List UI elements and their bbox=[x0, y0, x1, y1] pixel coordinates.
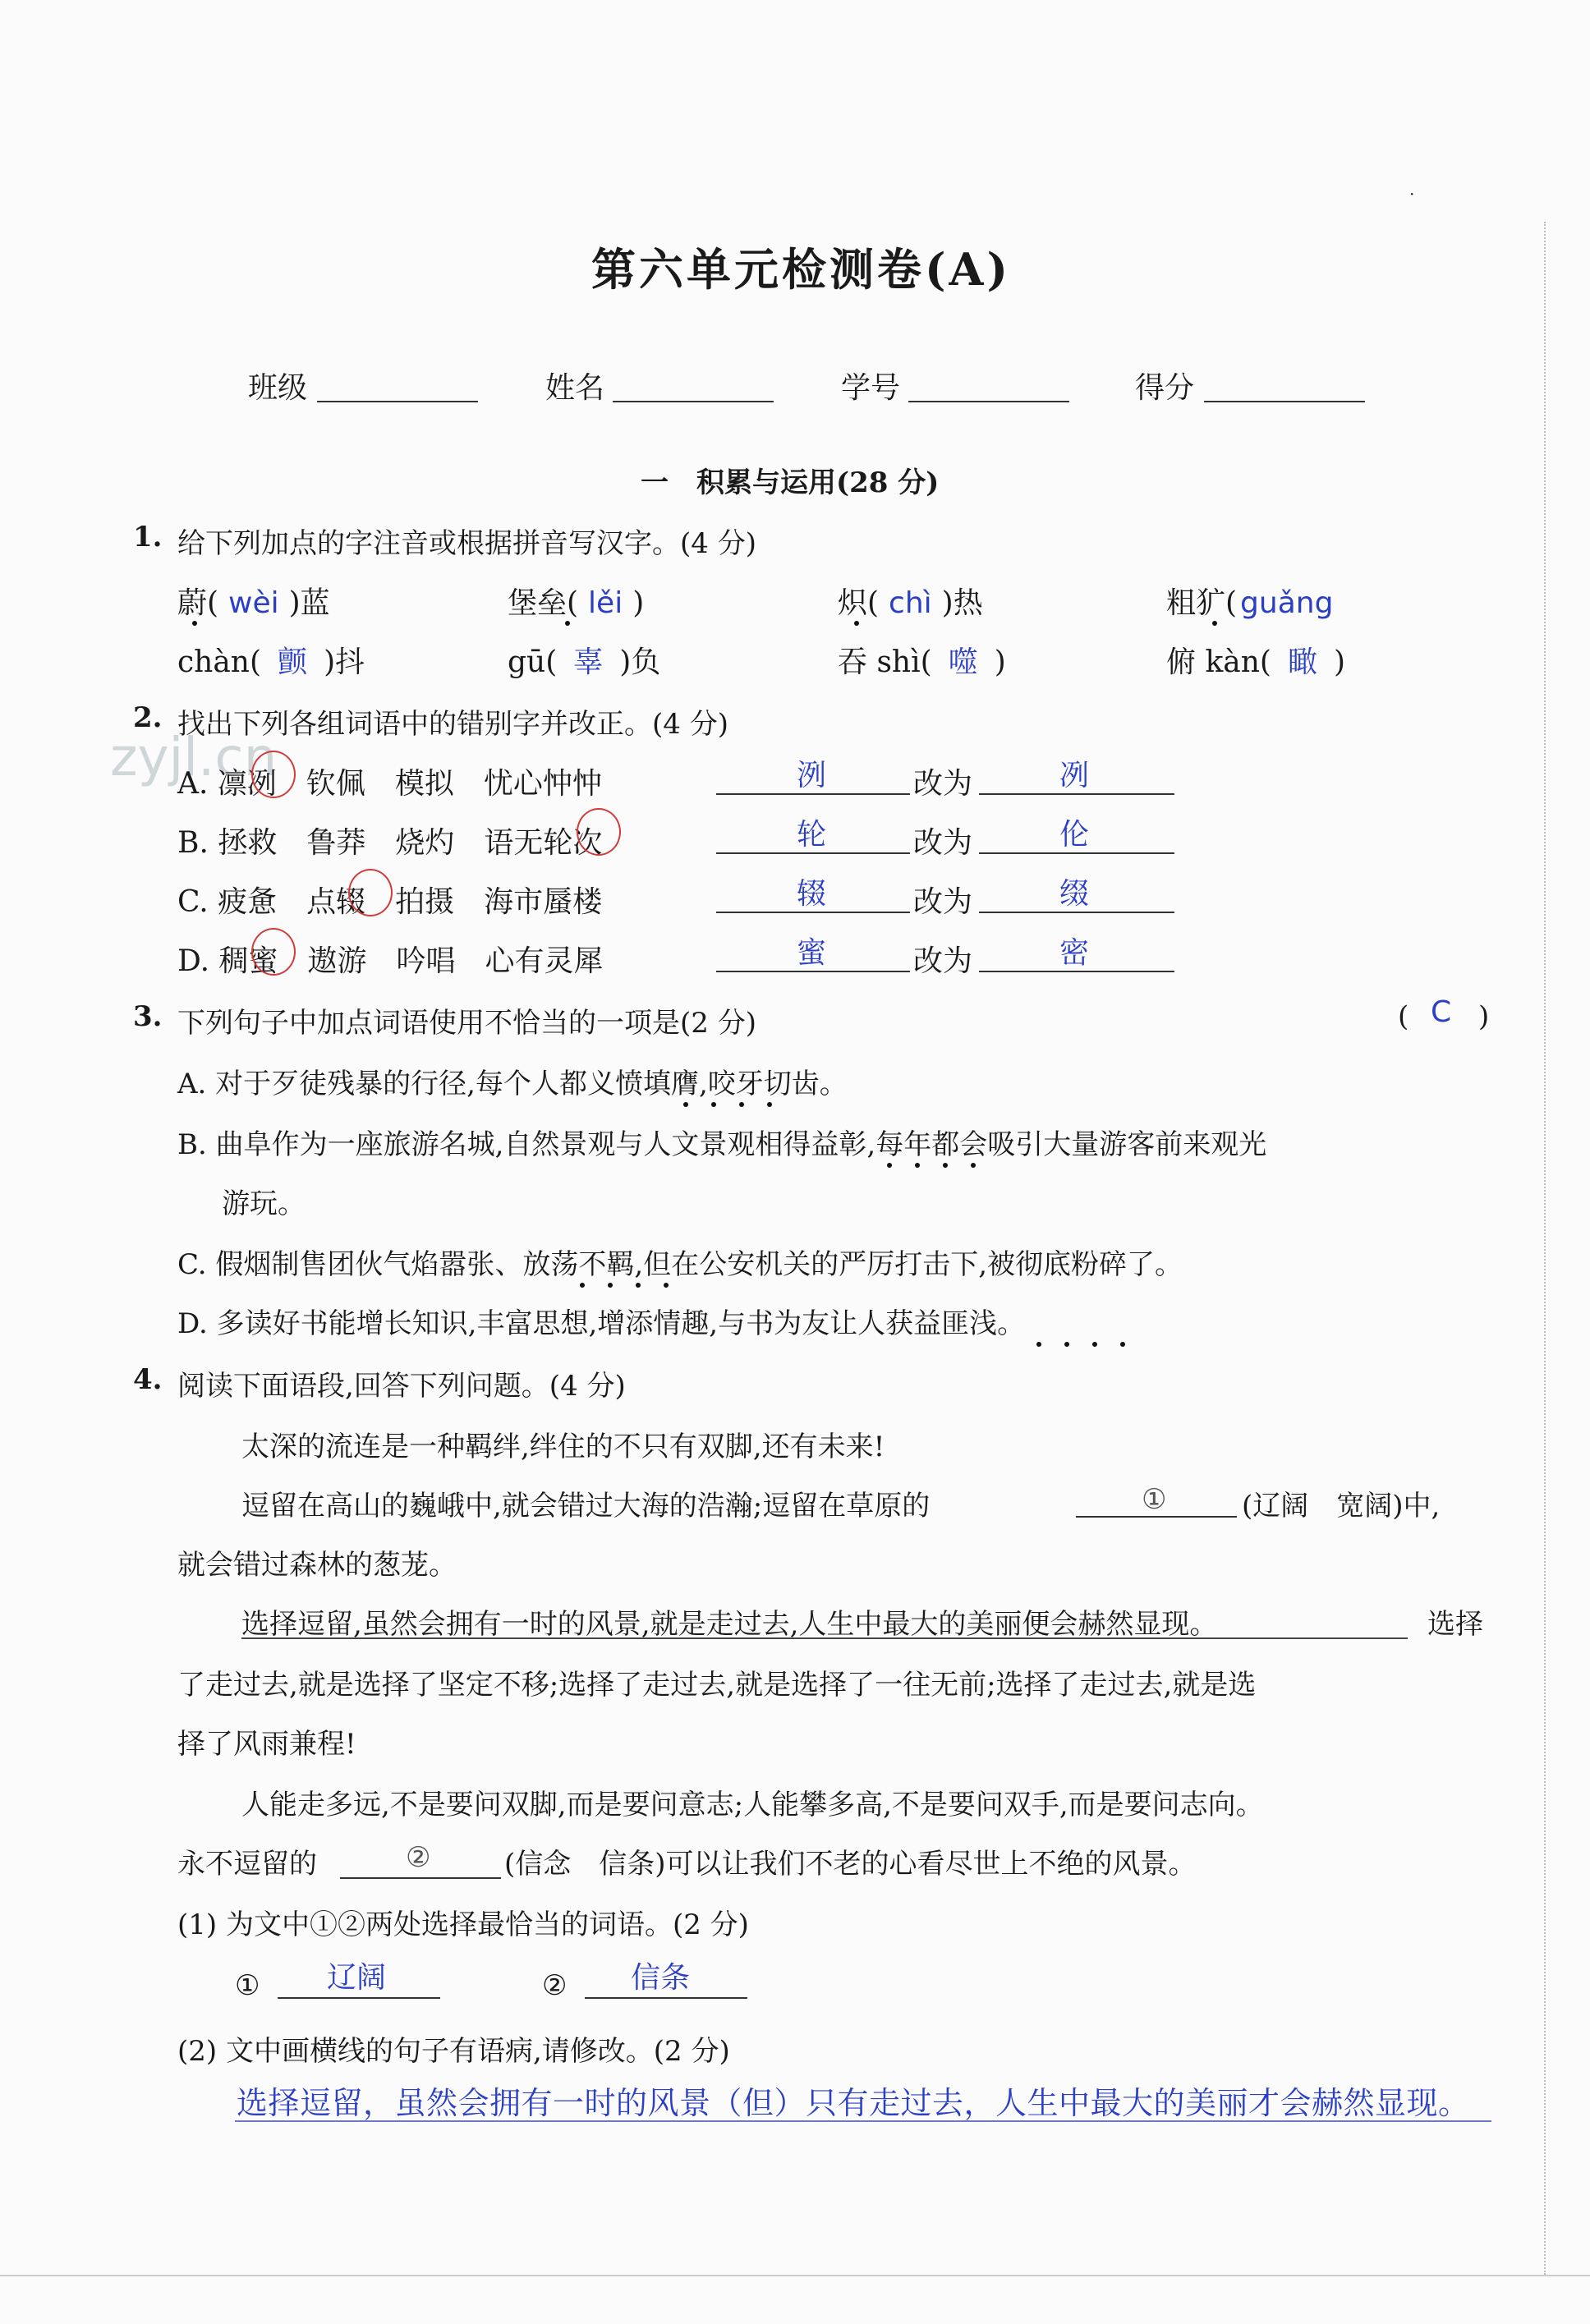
q1-item: 堡垒( lěi ) bbox=[508, 586, 645, 620]
q3-option-continued: 游玩。 bbox=[222, 1187, 306, 1220]
emphasis-dot bbox=[971, 1163, 976, 1168]
q4-sub1-blank-1 bbox=[278, 1997, 440, 1999]
passage-line: 太深的流连是一种羁绊,绊住的不只有双脚,还有未来! bbox=[241, 1431, 885, 1463]
q1-answer: lěi bbox=[588, 586, 623, 620]
q3-option: C. 假烟制售团伙气焰嚣张、放荡不羁,但在公安机关的严厉打击下,被彻底粉碎了。 bbox=[177, 1248, 1183, 1281]
q2-stem: 找出下列各组词语中的错别字并改正。(4 分) bbox=[177, 708, 728, 741]
q3-answer-paren-close: ) bbox=[1478, 1000, 1490, 1033]
passage-blank-marker: ① bbox=[1142, 1483, 1167, 1516]
q2-number: 2. bbox=[133, 701, 163, 734]
watermark-logo: zyjl.cn bbox=[110, 728, 278, 788]
q2-option: C. 疲惫 点辍 拍摄 海市蜃楼 bbox=[177, 885, 603, 919]
passage-line: 人能走多远,不是要问双脚,而是要问意志;人能攀多高,不是要问双手,而是要问志向。 bbox=[241, 1789, 1264, 1821]
q4-sub1-stem: (1) 为文中①②两处选择最恰当的词语。(2 分) bbox=[177, 1908, 749, 1941]
passage-line: (信念 信条)可以让我们不老的心看尽世上不绝的风景。 bbox=[504, 1848, 1197, 1881]
q2-change-label: 改为 bbox=[913, 826, 973, 860]
emphasis-dot bbox=[664, 1283, 669, 1288]
field-score-label: 得分 bbox=[1135, 371, 1195, 405]
q2-option: D. 稠蜜 遨游 吟唱 心有灵犀 bbox=[177, 944, 604, 978]
q2-wrong-char: 蜜 bbox=[797, 936, 827, 970]
emphasis-dot bbox=[915, 1163, 920, 1168]
q2-blank-wrong[interactable] bbox=[716, 912, 910, 913]
passage-line: 就会错过森林的葱茏。 bbox=[177, 1549, 457, 1582]
q2-option: B. 拯救 鲁莽 烧灼 语无轮次 bbox=[177, 826, 603, 860]
q1-answer: chì bbox=[889, 586, 932, 620]
q3-number: 3. bbox=[133, 1000, 163, 1033]
emphasis-dot bbox=[192, 621, 197, 626]
field-id-input[interactable] bbox=[908, 401, 1069, 402]
q1-answer: 噬 bbox=[948, 645, 978, 679]
q4-number: 4. bbox=[133, 1363, 163, 1396]
q3-option: B. 曲阜作为一座旅游名城,自然景观与人文景观相得益彰,每年都会吸引大量游客前来观光 bbox=[177, 1128, 1267, 1161]
passage-blank-1[interactable] bbox=[1076, 1516, 1237, 1518]
q1-item: chàn( 颤 )抖 bbox=[177, 645, 365, 679]
emphasis-dot bbox=[887, 1163, 892, 1168]
q4-sub1-blank-2 bbox=[585, 1997, 747, 1999]
q1-item: 俯 kàn( 瞰 ) bbox=[1166, 645, 1346, 679]
q1-item: 粗犷( guǎng bbox=[1166, 580, 1336, 622]
passage-line: 了走过去,就是选择了坚定不移;选择了走过去,就是选择了一往无前;选择了走过去,就是选 bbox=[177, 1669, 1257, 1702]
q2-wrong-char: 轮 bbox=[797, 818, 827, 852]
q4-sub1-answer-2[interactable]: 信条 bbox=[631, 1961, 691, 1995]
emphasis-dot bbox=[1092, 1342, 1097, 1347]
q2-blank-wrong[interactable] bbox=[716, 971, 910, 972]
emphasis-dot bbox=[767, 1102, 772, 1107]
q3-option: A. 对于歹徒残暴的行径,每个人都义愤填膺,咬牙切齿。 bbox=[177, 1068, 848, 1100]
q3-answer[interactable]: C bbox=[1431, 995, 1452, 1029]
q4-sub2-answer-line bbox=[235, 2120, 1491, 2122]
q2-blank-correct[interactable] bbox=[979, 971, 1174, 972]
q1-answer: 颤 bbox=[278, 645, 308, 679]
q1-item: 吞 shì( 噬 ) bbox=[838, 645, 1006, 679]
q1-answer: 辜 bbox=[573, 645, 604, 679]
q3-answer-paren-open: ( bbox=[1398, 1000, 1409, 1033]
q2-correct-char: 缀 bbox=[1059, 877, 1090, 911]
emphasis-dot bbox=[711, 1102, 716, 1107]
q2-blank-wrong[interactable] bbox=[716, 793, 910, 795]
sentence-underline bbox=[241, 1637, 1408, 1639]
q1-stem: 给下列加点的字注音或根据拼音写汉字。(4 分) bbox=[177, 527, 756, 560]
emphasis-dot bbox=[854, 621, 859, 626]
q4-stem: 阅读下面语段,回答下列问题。(4 分) bbox=[177, 1370, 626, 1403]
error-circle bbox=[348, 869, 393, 916]
emphasis-dot bbox=[739, 1102, 744, 1107]
q1-answer: guǎng bbox=[1240, 586, 1334, 620]
emphasis-dot bbox=[1120, 1342, 1125, 1347]
q2-blank-correct[interactable] bbox=[979, 793, 1174, 795]
error-circle bbox=[577, 808, 621, 856]
passage-blank-marker: ② bbox=[406, 1841, 431, 1874]
q1-item: 炽( chì )热 bbox=[838, 586, 983, 620]
q2-correct-char: 密 bbox=[1059, 936, 1090, 970]
q1-item: 蔚( wèi )蓝 bbox=[177, 586, 330, 620]
q4-sub1-answer-1[interactable]: 辽阔 bbox=[327, 1961, 387, 1995]
emphasis-dot bbox=[1036, 1342, 1041, 1347]
passage-underlined-sentence: 选择逗留,虽然会拥有一时的风景,就是走过去,人生中最大的美丽便会赫然显现。 bbox=[241, 1608, 1218, 1641]
emphasis-dot bbox=[943, 1163, 948, 1168]
error-circle bbox=[251, 751, 296, 798]
passage-line: 选择 bbox=[1427, 1608, 1483, 1641]
q3-option: D. 多读好书能增长知识,丰富思想,增添情趣,与书为友让人获益匪浅。 bbox=[177, 1307, 1026, 1340]
field-name-label: 姓名 bbox=[545, 371, 605, 405]
q2-correct-char: 冽 bbox=[1059, 759, 1090, 792]
page-bottom-edge bbox=[0, 2275, 1590, 2276]
emphasis-dot bbox=[683, 1102, 688, 1107]
field-id-label: 学号 bbox=[841, 371, 901, 405]
q1-item: gū( 辜 )负 bbox=[508, 645, 661, 679]
section-heading: 一 积累与运用(28 分) bbox=[641, 466, 940, 499]
passage-line: 择了风雨兼程! bbox=[177, 1728, 356, 1761]
q2-option: A. 凛冽 钦佩 模拟 忧心忡忡 bbox=[177, 767, 602, 801]
passage-blank-2[interactable] bbox=[340, 1877, 501, 1879]
field-name-input[interactable] bbox=[613, 401, 774, 402]
emphasis-dot bbox=[1212, 621, 1217, 626]
q2-wrong-char: 辍 bbox=[797, 877, 827, 911]
q2-blank-correct[interactable] bbox=[979, 912, 1174, 913]
passage-line: (辽阔 宽阔)中, bbox=[1242, 1490, 1441, 1523]
page-title: 第六单元检测卷(A) bbox=[591, 243, 1011, 296]
emphasis-dot bbox=[1064, 1342, 1069, 1347]
q4-sub1-marker: ① bbox=[235, 1969, 260, 2002]
q4-sub2-answer[interactable]: 选择逗留，虽然会拥有一时的风景（但）只有走过去，人生中最大的美丽才会赫然显现。 bbox=[237, 2085, 1470, 2121]
passage-line: 永不逗留的 bbox=[177, 1848, 317, 1881]
q1-answer: wèi bbox=[228, 586, 279, 620]
field-score-input[interactable] bbox=[1204, 401, 1365, 402]
field-class-input[interactable] bbox=[317, 401, 478, 402]
q2-wrong-char: 洌 bbox=[797, 759, 827, 792]
page-edge-dotted-line bbox=[1544, 222, 1546, 2275]
q1-answer: 瞰 bbox=[1287, 645, 1317, 679]
q3-stem: 下列句子中加点词语使用不恰当的一项是(2 分) bbox=[177, 1007, 756, 1040]
q2-change-label: 改为 bbox=[913, 767, 973, 801]
q2-change-label: 改为 bbox=[913, 885, 973, 919]
field-class-label: 班级 bbox=[248, 371, 308, 405]
emphasis-dot bbox=[580, 1283, 585, 1288]
emphasis-dot bbox=[636, 1283, 641, 1288]
emphasis-dot bbox=[565, 621, 570, 626]
q4-sub1-marker: ② bbox=[542, 1969, 568, 2002]
q1-number: 1. bbox=[133, 521, 163, 553]
error-circle bbox=[251, 928, 296, 976]
stray-dot: · bbox=[1409, 184, 1415, 204]
q2-blank-wrong[interactable] bbox=[716, 852, 910, 854]
passage-line: 逗留在高山的巍峨中,就会错过大海的浩瀚;逗留在草原的 bbox=[241, 1490, 931, 1523]
q2-blank-correct[interactable] bbox=[979, 852, 1174, 854]
emphasis-dot bbox=[608, 1283, 613, 1288]
q2-correct-char: 伦 bbox=[1059, 818, 1090, 852]
q2-change-label: 改为 bbox=[913, 944, 973, 978]
q4-sub2-stem: (2) 文中画横线的句子有语病,请修改。(2 分) bbox=[177, 2035, 730, 2068]
